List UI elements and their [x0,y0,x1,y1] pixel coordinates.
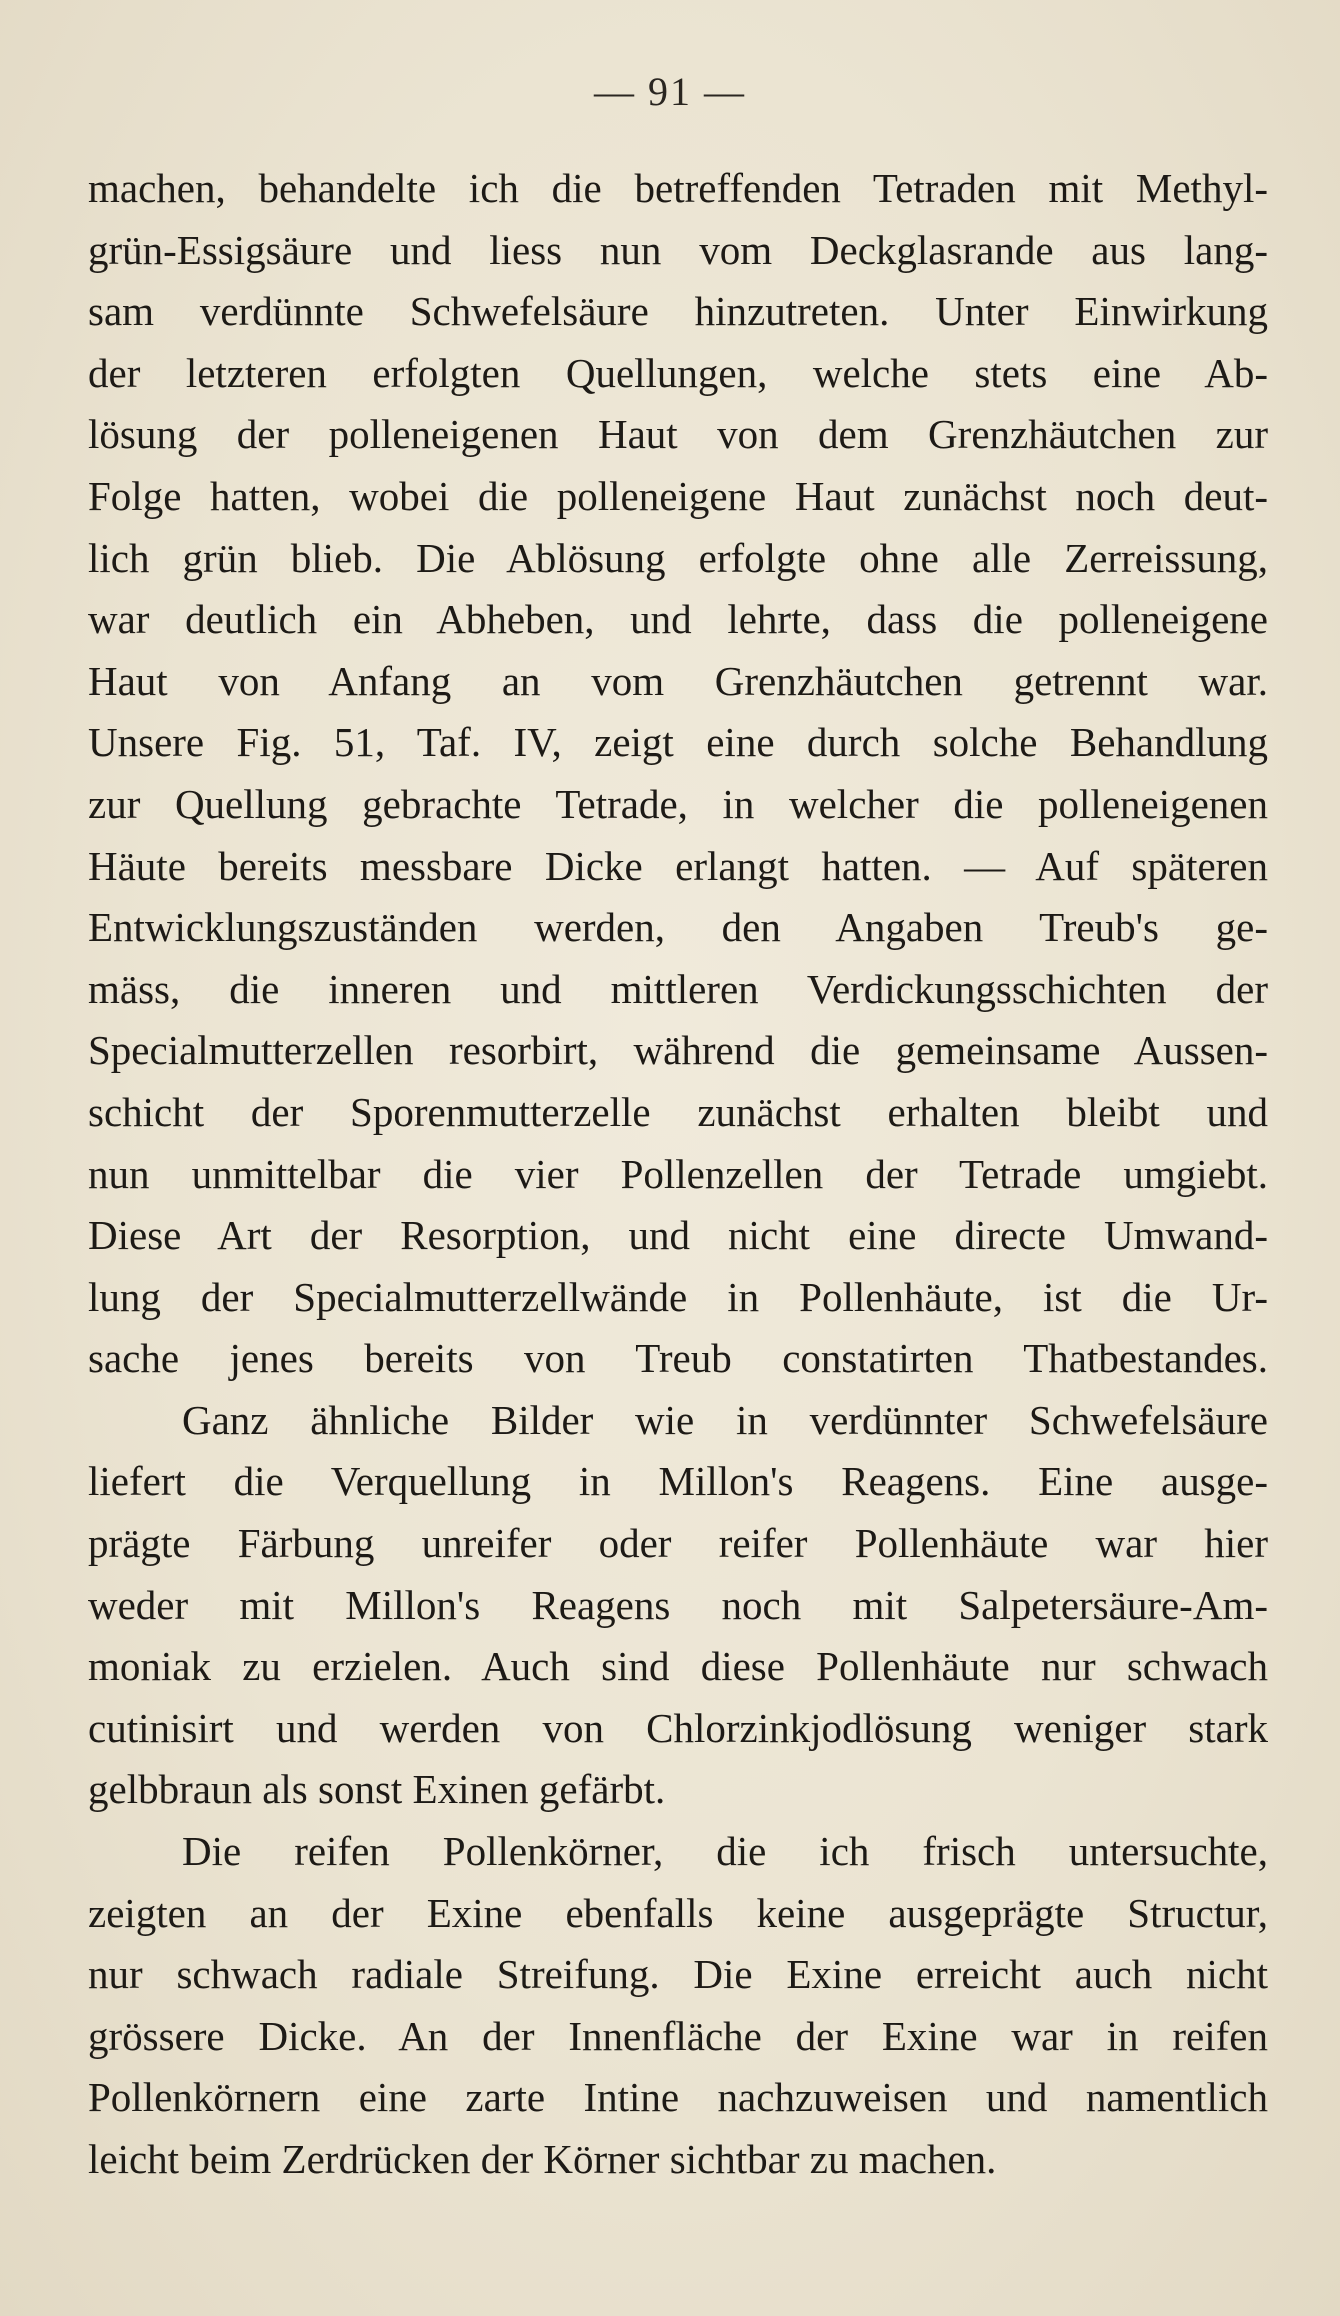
body-text [88,158,1268,2191]
text-line: grössere Dicke. An der Innenfläche der Exine war in reifen [88,2012,1268,2059]
text-line: cutinisirt und werden von Chlorzinkjodlösung weniger stark [88,1704,1268,1751]
text-line: gelbbraun als sonst Exinen gefärbt. [88,1766,666,1813]
text-line: prägte Färbung unreifer oder reifer Pollenhäute war hier [88,1520,1268,1567]
text-line: sam verdünnte Schwefelsäure hinzutreten. Unter Einwirkung [88,288,1268,335]
page-number: — 91 — [594,69,746,114]
text-line: Haut von Anfang an vom Grenzhäutchen getrennt war. [88,657,1268,704]
text-line: Diese Art der Resorption, und nicht eine directe Umwand- [88,1212,1268,1259]
text-line: Unsere Fig. 51, Taf. IV, zeigt eine durch solche Behandlung [88,719,1268,766]
text-line: zur Quellung gebrachte Tetrade, in welcher die polleneigenen [88,780,1268,827]
text-line: war deutlich ein Abheben, und lehrte, dass die polleneigene [88,596,1268,643]
text-line: lung der Specialmutterzellwände in Pollenhäute, ist die Ur- [88,1273,1268,1320]
text-line: weder mit Millon's Reagens noch mit Salpetersäure-Am- [88,1581,1268,1628]
text-line: mäss, die inneren und mittleren Verdickungsschichten der [88,965,1268,1012]
text-line: der letzteren erfolgten Quellungen, welche stets eine Ab- [88,349,1268,396]
text-line: Ganz ähnliche Bilder wie in verdünnter Schwefelsäure [182,1396,1268,1443]
text-line: Pollenkörnern eine zarte Intine nachzuweisen und namentlich [88,2074,1268,2121]
text-line: grün-Essigsäure und liess nun vom Deckglasrande aus lang- [88,226,1268,273]
text-line: lich grün blieb. Die Ablösung erfolgte ohne alle Zerreissung, [88,534,1268,581]
text-line: sache jenes bereits von Treub constatirten Thatbestandes. [88,1335,1268,1382]
text-line: nur schwach radiale Streifung. Die Exine erreicht auch nicht [88,1951,1268,1998]
text-line: schicht der Sporenmutterzelle zunächst erhalten bleibt und [88,1088,1268,1135]
text-line: nun unmittelbar die vier Pollenzellen der Tetrade umgiebt. [88,1150,1268,1197]
text-line: liefert die Verquellung in Millon's Reagens. Eine ausge- [88,1458,1268,1505]
text-line: moniak zu erzielen. Auch sind diese Pollenhäute nur schwach [88,1643,1268,1690]
text-line: Entwicklungszuständen werden, den Angaben Treub's ge- [88,904,1268,951]
text-line: machen, behandelte ich die betreffenden Tetraden mit Methyl- [88,165,1268,211]
text-line: lösung der polleneigenen Haut von dem Grenzhäutchen zur [88,411,1268,458]
text-line: Die reifen Pollenkörner, die ich frisch untersuchte, [182,1828,1268,1875]
text-line: leicht beim Zerdrücken der Körner sichtbar zu machen. [88,2136,997,2182]
text-line: Häute bereits messbare Dicke erlangt hatten. — Auf späteren [88,842,1268,889]
text-line: Folge hatten, wobei die polleneigene Haut zunächst noch deut- [88,472,1268,519]
text-line: Specialmutterzellen resorbirt, während die gemeinsame Aussen- [88,1027,1268,1074]
text-line: zeigten an der Exine ebenfalls keine ausgeprägte Structur, [88,1889,1268,1936]
